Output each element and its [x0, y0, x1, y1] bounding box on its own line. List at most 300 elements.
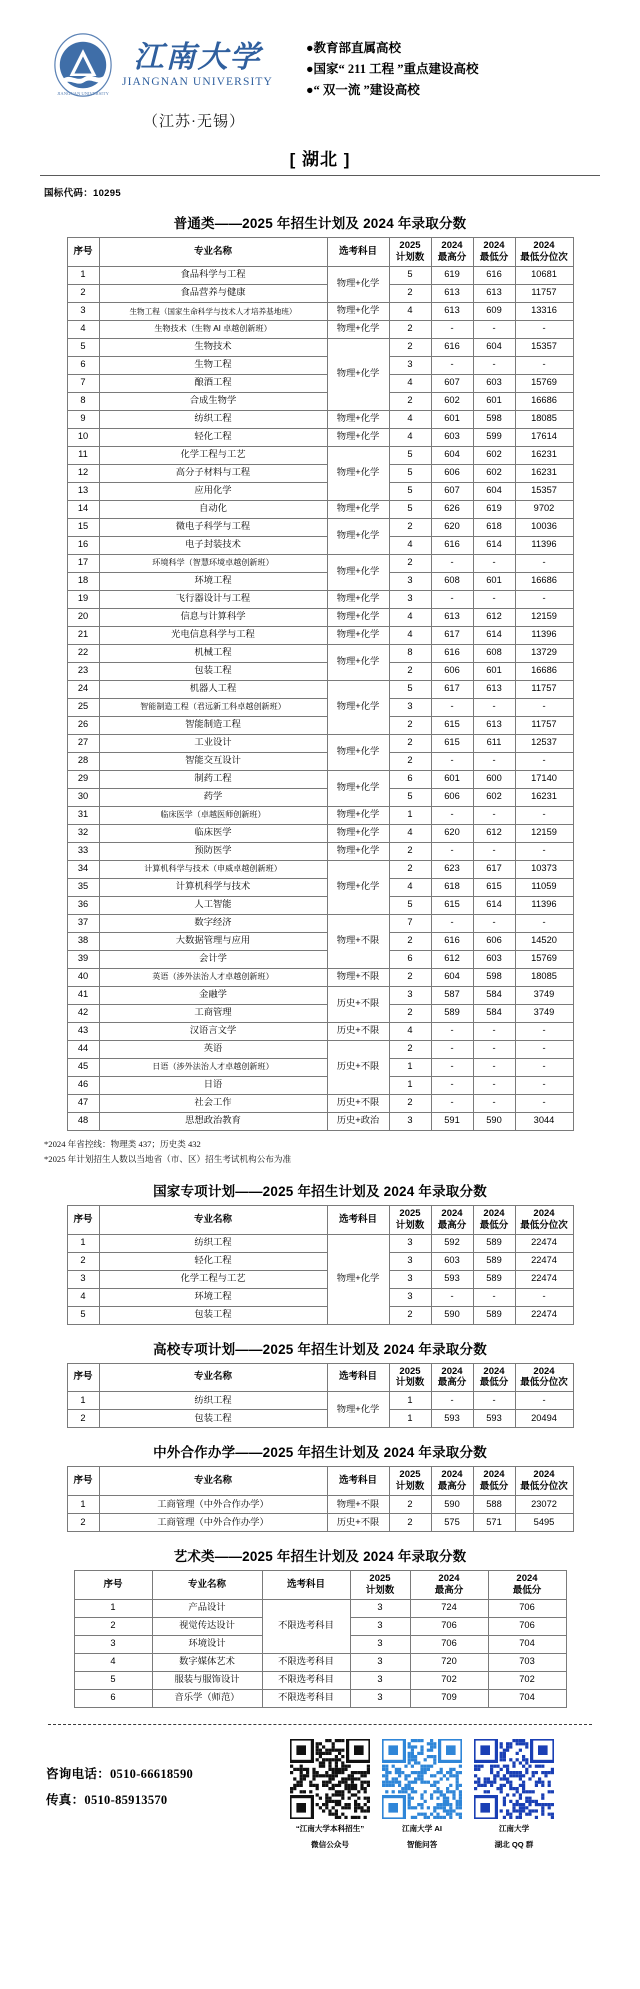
table-row	[67, 950, 573, 968]
cell-major: 临床医学	[99, 824, 327, 842]
cell-rank: 16231	[515, 788, 573, 806]
cell-rank: 16686	[515, 392, 573, 410]
cell-low: 606	[473, 932, 515, 950]
table-header-row	[74, 1571, 566, 1600]
cell-low: 706	[488, 1599, 566, 1617]
cell-plan: 5	[389, 680, 431, 698]
cell-major: 轻化工程	[99, 1252, 327, 1270]
qr-item-ai[interactable]	[382, 1739, 462, 1851]
cell-no: 36	[67, 896, 99, 914]
tagline-0: ●教育部直属高校	[306, 41, 402, 55]
cell-subject: 物理+化学	[327, 770, 389, 806]
cell-rank: 12537	[515, 734, 573, 752]
cell-rank: 22474	[515, 1234, 573, 1252]
cell-plan: 2	[389, 338, 431, 356]
cell-no: 5	[67, 338, 99, 356]
cell-low: 613	[473, 716, 515, 734]
cell-plan: 3	[350, 1671, 410, 1689]
cell-major: 生物工程（国家生命科学与技术人才培养基地班）	[99, 302, 327, 320]
cell-high: -	[431, 1058, 473, 1076]
cell-plan: 3	[350, 1653, 410, 1671]
cell-high: -	[431, 1288, 473, 1306]
cell-high: 709	[410, 1689, 488, 1707]
cell-low: -	[473, 1094, 515, 1112]
cell-major: 生物工程	[99, 356, 327, 374]
cell-rank: 13729	[515, 644, 573, 662]
cell-no: 44	[67, 1040, 99, 1058]
table-row	[67, 806, 573, 824]
cell-high: 606	[431, 464, 473, 482]
cell-high: 616	[431, 644, 473, 662]
cell-high: -	[431, 1076, 473, 1094]
jiangnan-university-logo-icon	[52, 32, 114, 98]
cell-subject: 物理+化学	[327, 824, 389, 842]
cell-subject: 历史+不限	[327, 1040, 389, 1094]
table-row	[67, 266, 573, 284]
qr-code-ai-icon	[382, 1739, 462, 1819]
cell-plan: 2	[389, 1306, 431, 1324]
cell-subject: 物理+化学	[327, 806, 389, 824]
cell-plan: 1	[389, 806, 431, 824]
col-major: 专业名称	[99, 1467, 327, 1496]
cell-rank: 12159	[515, 824, 573, 842]
cell-high: -	[431, 1094, 473, 1112]
cell-plan: 3	[389, 1234, 431, 1252]
cell-high: 617	[431, 680, 473, 698]
cell-no: 3	[74, 1635, 152, 1653]
cell-major: 高分子材料与工程	[99, 464, 327, 482]
cell-high: 591	[431, 1112, 473, 1130]
header-divider	[40, 175, 600, 176]
cell-rank: 11757	[515, 284, 573, 302]
province-title: [ 湖北 ]	[289, 150, 351, 169]
col-low: 2024 最低分	[473, 1363, 515, 1392]
cell-plan: 2	[389, 860, 431, 878]
table-row	[67, 554, 573, 572]
cell-plan: 2	[389, 932, 431, 950]
cell-high: 607	[431, 374, 473, 392]
table-row	[67, 428, 573, 446]
cell-plan: 3	[389, 1270, 431, 1288]
cell-subject: 物理+化学	[327, 410, 389, 428]
section-title-national-special: 国家专项计划——2025 年招生计划及 2024 年录取分数	[153, 1183, 487, 1199]
cell-low: 704	[488, 1689, 566, 1707]
cell-high: 720	[410, 1653, 488, 1671]
cell-high: 603	[431, 428, 473, 446]
col-high: 2024 最高分	[431, 238, 473, 267]
cell-major: 飞行器设计与工程	[99, 590, 327, 608]
cell-rank: 22474	[515, 1252, 573, 1270]
table-row	[67, 824, 573, 842]
cell-no: 8	[67, 392, 99, 410]
cell-low: 584	[473, 1004, 515, 1022]
tagline-1: ●国家“ 211 工程 ”重点建设高校	[306, 62, 479, 76]
cell-high: 589	[431, 1004, 473, 1022]
cell-high: 620	[431, 518, 473, 536]
cell-rank: -	[515, 1040, 573, 1058]
table-header-row	[67, 1467, 573, 1496]
cell-low: 704	[488, 1635, 566, 1653]
cell-subject: 不限选考科目	[262, 1671, 350, 1689]
cell-high: -	[431, 590, 473, 608]
cell-subject: 物理+化学	[327, 446, 389, 500]
cell-no: 35	[67, 878, 99, 896]
cell-high: 626	[431, 500, 473, 518]
cell-major: 大数据管理与应用	[99, 932, 327, 950]
table-row	[67, 1112, 573, 1130]
cell-high: 706	[410, 1617, 488, 1635]
cell-high: 616	[431, 536, 473, 554]
cell-no: 39	[67, 950, 99, 968]
cell-subject: 物理+化学	[327, 338, 389, 410]
table-row	[67, 356, 573, 374]
cell-plan: 3	[350, 1635, 410, 1653]
qr-caption-wechat-line1: “江南大学本科招生”	[295, 1823, 365, 1833]
col-subject: 选考科目	[262, 1571, 350, 1600]
cell-major: 生物技术（生物 AI 卓越创新班）	[99, 320, 327, 338]
table-row	[67, 644, 573, 662]
contact-fax: 传真：0510-85913570	[46, 1792, 168, 1807]
qr-code-wechat-icon	[290, 1739, 370, 1819]
cell-low: 613	[473, 284, 515, 302]
cell-rank: 13316	[515, 302, 573, 320]
cell-rank: -	[515, 1076, 573, 1094]
cell-subject: 物理+化学	[327, 734, 389, 770]
cell-major: 智能制造工程	[99, 716, 327, 734]
cell-major: 包装工程	[99, 1306, 327, 1324]
cell-major: 自动化	[99, 500, 327, 518]
table-row	[74, 1599, 566, 1617]
cell-major: 工商管理	[99, 1004, 327, 1022]
cell-subject: 不限选考科目	[262, 1689, 350, 1707]
table-row	[67, 446, 573, 464]
qr-item-qq[interactable]	[474, 1739, 554, 1851]
cell-rank: 23072	[515, 1496, 573, 1514]
cell-no: 14	[67, 500, 99, 518]
cell-plan: 4	[389, 1022, 431, 1040]
cell-high: 606	[431, 662, 473, 680]
cell-rank: -	[515, 320, 573, 338]
cell-high: 615	[431, 896, 473, 914]
cell-major: 合成生物学	[99, 392, 327, 410]
table-body-general	[67, 266, 573, 1130]
table-row	[67, 932, 573, 950]
table-row	[67, 734, 573, 752]
cell-high: 575	[431, 1514, 473, 1532]
cell-no: 37	[67, 914, 99, 932]
col-rank: 2024 最低分位次	[515, 1363, 573, 1392]
cell-subject: 物理+化学	[327, 608, 389, 626]
cell-low: 589	[473, 1234, 515, 1252]
cell-plan: 2	[389, 842, 431, 860]
cell-no: 15	[67, 518, 99, 536]
cell-rank: -	[515, 752, 573, 770]
cell-rank: -	[515, 356, 573, 374]
cell-plan: 4	[389, 824, 431, 842]
cell-high: 593	[431, 1270, 473, 1288]
cell-plan: 3	[389, 986, 431, 1004]
cell-major: 包装工程	[99, 662, 327, 680]
table-row	[67, 302, 573, 320]
cell-subject: 物理+化学	[327, 1234, 389, 1324]
note-0: *2024 年省控线：物理类 437；历史类 432	[44, 1138, 201, 1149]
cell-rank: 15769	[515, 950, 573, 968]
cell-high: 617	[431, 626, 473, 644]
cell-plan: 1	[389, 1076, 431, 1094]
cell-high: 612	[431, 950, 473, 968]
col-plan: 2025 计划数	[350, 1571, 410, 1600]
cell-no: 40	[67, 968, 99, 986]
table-row	[67, 482, 573, 500]
cell-plan: 6	[389, 770, 431, 788]
cell-no: 7	[67, 374, 99, 392]
col-rank: 2024 最低分位次	[515, 1467, 573, 1496]
cell-low: 616	[473, 266, 515, 284]
cell-low: 611	[473, 734, 515, 752]
table-row	[67, 716, 573, 734]
cell-rank: 3044	[515, 1112, 573, 1130]
cell-major: 计算机科学与技术（申威卓越创新班）	[99, 860, 327, 878]
cell-low: 618	[473, 518, 515, 536]
cell-plan: 4	[389, 410, 431, 428]
cell-low: 612	[473, 608, 515, 626]
cell-low: -	[473, 806, 515, 824]
university-taglines	[306, 32, 479, 101]
cell-high: -	[431, 320, 473, 338]
page-header	[0, 0, 640, 131]
cell-subject: 物理+化学	[327, 428, 389, 446]
cell-no: 2	[67, 1410, 99, 1428]
cell-rank: 9702	[515, 500, 573, 518]
cell-no: 3	[67, 302, 99, 320]
cell-no: 48	[67, 1112, 99, 1130]
cell-low: 601	[473, 572, 515, 590]
cell-no: 25	[67, 698, 99, 716]
table-row	[67, 1514, 573, 1532]
cell-major: 纺织工程	[99, 410, 327, 428]
cell-major: 食品科学与工程	[99, 266, 327, 284]
table-row	[67, 374, 573, 392]
cell-plan: 4	[389, 428, 431, 446]
cell-no: 5	[74, 1671, 152, 1689]
cell-plan: 8	[389, 644, 431, 662]
table-row	[67, 1004, 573, 1022]
cell-low: 608	[473, 644, 515, 662]
table-general	[67, 237, 574, 1131]
table-row	[67, 1410, 573, 1428]
table-row	[67, 968, 573, 986]
col-plan: 2025 计划数	[389, 1363, 431, 1392]
cell-no: 24	[67, 680, 99, 698]
col-low: 2024 最低分	[473, 238, 515, 267]
cell-high: -	[431, 842, 473, 860]
cell-subject: 物理+化学	[327, 860, 389, 914]
table-row	[74, 1671, 566, 1689]
cell-high: 590	[431, 1306, 473, 1324]
table-art	[74, 1570, 567, 1708]
cell-high: 706	[410, 1635, 488, 1653]
cell-major: 信息与计算科学	[99, 608, 327, 626]
qr-code-group	[290, 1739, 554, 1851]
cell-rank: -	[515, 1094, 573, 1112]
cell-low: 604	[473, 482, 515, 500]
cell-high: -	[431, 752, 473, 770]
cell-subject: 物理+化学	[327, 500, 389, 518]
cell-high: 608	[431, 572, 473, 590]
cell-major: 化学工程与工艺	[99, 1270, 327, 1288]
qr-caption-qq-line2: 湖北 QQ 群	[494, 1839, 534, 1849]
col-subject: 选考科目	[327, 1205, 389, 1234]
cell-subject: 物理+化学	[327, 266, 389, 302]
qr-caption-wechat-line2: 微信公众号	[311, 1839, 349, 1849]
cell-no: 23	[67, 662, 99, 680]
cell-high: 604	[431, 446, 473, 464]
cell-low: -	[473, 1040, 515, 1058]
cell-no: 22	[67, 644, 99, 662]
cell-no: 4	[67, 1288, 99, 1306]
col-high: 2024 最高分	[410, 1571, 488, 1600]
cell-major: 智能交互设计	[99, 752, 327, 770]
cell-plan: 5	[389, 788, 431, 806]
cell-high: 618	[431, 878, 473, 896]
qr-caption-ai-line1: 江南大学 AI	[401, 1823, 443, 1833]
cell-plan: 2	[389, 392, 431, 410]
cell-major: 视觉传达设计	[152, 1617, 262, 1635]
cell-subject: 历史+政治	[327, 1112, 389, 1130]
cell-high: 620	[431, 824, 473, 842]
cell-major: 工商管理（中外合作办学）	[99, 1514, 327, 1532]
table-row	[67, 392, 573, 410]
table-row	[67, 1234, 573, 1252]
col-no: 序号	[74, 1571, 152, 1600]
table-row	[67, 1496, 573, 1514]
cell-rank: 11059	[515, 878, 573, 896]
cell-high: 607	[431, 482, 473, 500]
col-low: 2024 最低分	[473, 1205, 515, 1234]
col-no: 序号	[67, 1205, 99, 1234]
cell-plan: 4	[389, 608, 431, 626]
cell-high: 616	[431, 932, 473, 950]
cell-plan: 2	[389, 554, 431, 572]
contact-phone: 咨询电话：0510-66618590	[46, 1766, 194, 1781]
cell-major: 制药工程	[99, 770, 327, 788]
table-row	[67, 1058, 573, 1076]
cell-plan: 3	[350, 1617, 410, 1635]
university-name-en: JIANGNAN UNIVERSITY	[122, 76, 273, 89]
cell-major: 汉语言文学	[99, 1022, 327, 1040]
cell-high: 613	[431, 302, 473, 320]
cell-high: -	[431, 356, 473, 374]
cell-low: 584	[473, 986, 515, 1004]
qr-item-wechat[interactable]	[290, 1739, 370, 1851]
cell-high: 603	[431, 1252, 473, 1270]
cell-high: 615	[431, 716, 473, 734]
cell-major: 服装与服饰设计	[152, 1671, 262, 1689]
table-row	[67, 680, 573, 698]
cell-rank: 17614	[515, 428, 573, 446]
cell-major: 环境工程	[99, 572, 327, 590]
table-row	[67, 572, 573, 590]
cell-subject: 物理+不限	[327, 968, 389, 986]
cell-plan: 2	[389, 320, 431, 338]
cell-plan: 2	[389, 1004, 431, 1022]
cell-high: 592	[431, 1234, 473, 1252]
table-row	[67, 986, 573, 1004]
cell-plan: 2	[389, 662, 431, 680]
cell-plan: 4	[389, 374, 431, 392]
cell-low: -	[473, 1288, 515, 1306]
cell-plan: 3	[389, 572, 431, 590]
university-name-cn: 江南大学	[133, 40, 262, 74]
table-row	[67, 788, 573, 806]
cell-rank: 10373	[515, 860, 573, 878]
cell-no: 28	[67, 752, 99, 770]
cell-plan: 4	[389, 302, 431, 320]
cell-no: 20	[67, 608, 99, 626]
table-row	[67, 896, 573, 914]
cell-major: 工业设计	[99, 734, 327, 752]
cell-major: 数字媒体艺术	[152, 1653, 262, 1671]
table-header-row	[67, 238, 573, 267]
cell-low: 589	[473, 1306, 515, 1324]
cell-low: 617	[473, 860, 515, 878]
cell-major: 英语（涉外法治人才卓越创新班）	[99, 968, 327, 986]
cell-major: 生物技术	[99, 338, 327, 356]
cell-subject: 物理+化学	[327, 302, 389, 320]
cell-rank: -	[515, 1058, 573, 1076]
table-row	[67, 1094, 573, 1112]
cell-plan: 3	[389, 1288, 431, 1306]
col-major: 专业名称	[99, 1205, 327, 1234]
cell-plan: 5	[389, 464, 431, 482]
cell-plan: 2	[389, 752, 431, 770]
cell-low: -	[473, 356, 515, 374]
cell-no: 38	[67, 932, 99, 950]
cell-low: -	[473, 1076, 515, 1094]
table-row	[67, 752, 573, 770]
cell-plan: 6	[389, 950, 431, 968]
cell-no: 33	[67, 842, 99, 860]
general-notes	[44, 1137, 640, 1167]
cell-plan: 3	[389, 1112, 431, 1130]
cell-major: 音乐学（师范）	[152, 1689, 262, 1707]
cell-low: -	[473, 1392, 515, 1410]
table-body-art	[74, 1599, 566, 1707]
cell-high: 593	[431, 1410, 473, 1428]
table-row	[67, 590, 573, 608]
table-row	[67, 662, 573, 680]
cell-no: 1	[67, 1234, 99, 1252]
cell-major: 智能制造工程（君远新工科卓越创新班）	[99, 698, 327, 716]
table-header-row	[67, 1205, 573, 1234]
cell-low: 593	[473, 1410, 515, 1428]
cell-plan: 5	[389, 482, 431, 500]
cell-rank: 11396	[515, 626, 573, 644]
cell-low: 599	[473, 428, 515, 446]
table-row	[67, 1076, 573, 1094]
cell-major: 临床医学（卓越医师创新班）	[99, 806, 327, 824]
cell-plan: 3	[389, 698, 431, 716]
cell-rank: 20494	[515, 1410, 573, 1428]
cell-low: -	[473, 752, 515, 770]
section-title-college-special: 高校专项计划——2025 年招生计划及 2024 年录取分数	[153, 1341, 487, 1357]
cell-plan: 1	[389, 1058, 431, 1076]
col-rank: 2024 最低分位次	[515, 1205, 573, 1234]
cell-plan: 5	[389, 896, 431, 914]
cell-no: 2	[67, 1252, 99, 1270]
table-joint-program	[67, 1466, 574, 1532]
cell-rank: 3749	[515, 1004, 573, 1022]
